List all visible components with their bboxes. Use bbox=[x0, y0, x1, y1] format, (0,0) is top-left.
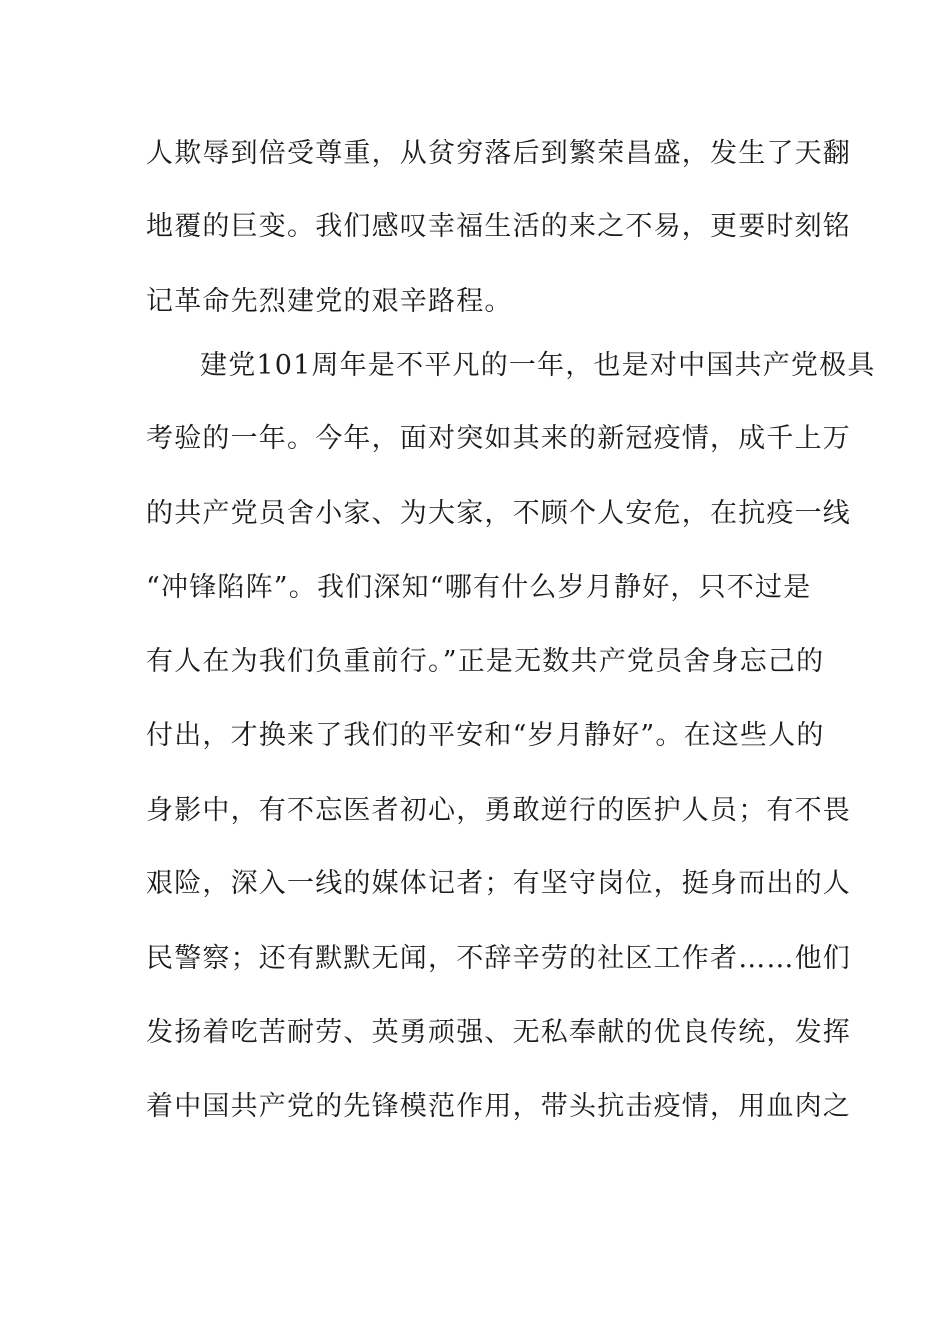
text-line: “冲锋陷阵”。我们深知“哪有什么岁月静好，只不过是 bbox=[146, 572, 812, 603]
text-line: 发扬着吃苦耐劳、英勇顽强、无私奉献的优良传统，发挥 bbox=[146, 1017, 851, 1048]
text-line: 身影中，有不忘医者初心，勇敢逆行的医护人员；有不畏 bbox=[146, 795, 851, 826]
text-line: 的共产党员舍小家、为大家，不顾个人安危，在抗疫一线 bbox=[146, 498, 851, 529]
text-line: 记革命先烈建党的艰辛路程。 bbox=[146, 286, 513, 317]
text-line: 着中国共产党的先锋模范作用，带头抗击疫情，用血肉之 bbox=[146, 1091, 851, 1122]
text-line: 民警察；还有默默无闻，不辞辛劳的社区工作者……他们 bbox=[146, 943, 851, 974]
text-line: 地覆的巨变。我们感叹幸福生活的来之不易，更要时刻铭 bbox=[146, 211, 851, 242]
text-line: 人欺辱到倍受尊重，从贫穷落后到繁荣昌盛，发生了天翻 bbox=[146, 138, 851, 169]
text-line: 付出，才换来了我们的平安和“岁月静好”。在这些人的 bbox=[146, 720, 825, 751]
text-line: 考验的一年。今年，面对突如其来的新冠疫情，成千上万 bbox=[146, 423, 851, 454]
text-line: 有人在为我们负重前行。”正是无数共产党员舍身忘己的 bbox=[146, 646, 825, 677]
paragraph-first-line: 建党101周年是不平凡的一年，也是对中国共产党极具 bbox=[200, 350, 876, 381]
text-line: 艰险，深入一线的媒体记者；有坚守岗位，挺身而出的人 bbox=[146, 868, 851, 899]
